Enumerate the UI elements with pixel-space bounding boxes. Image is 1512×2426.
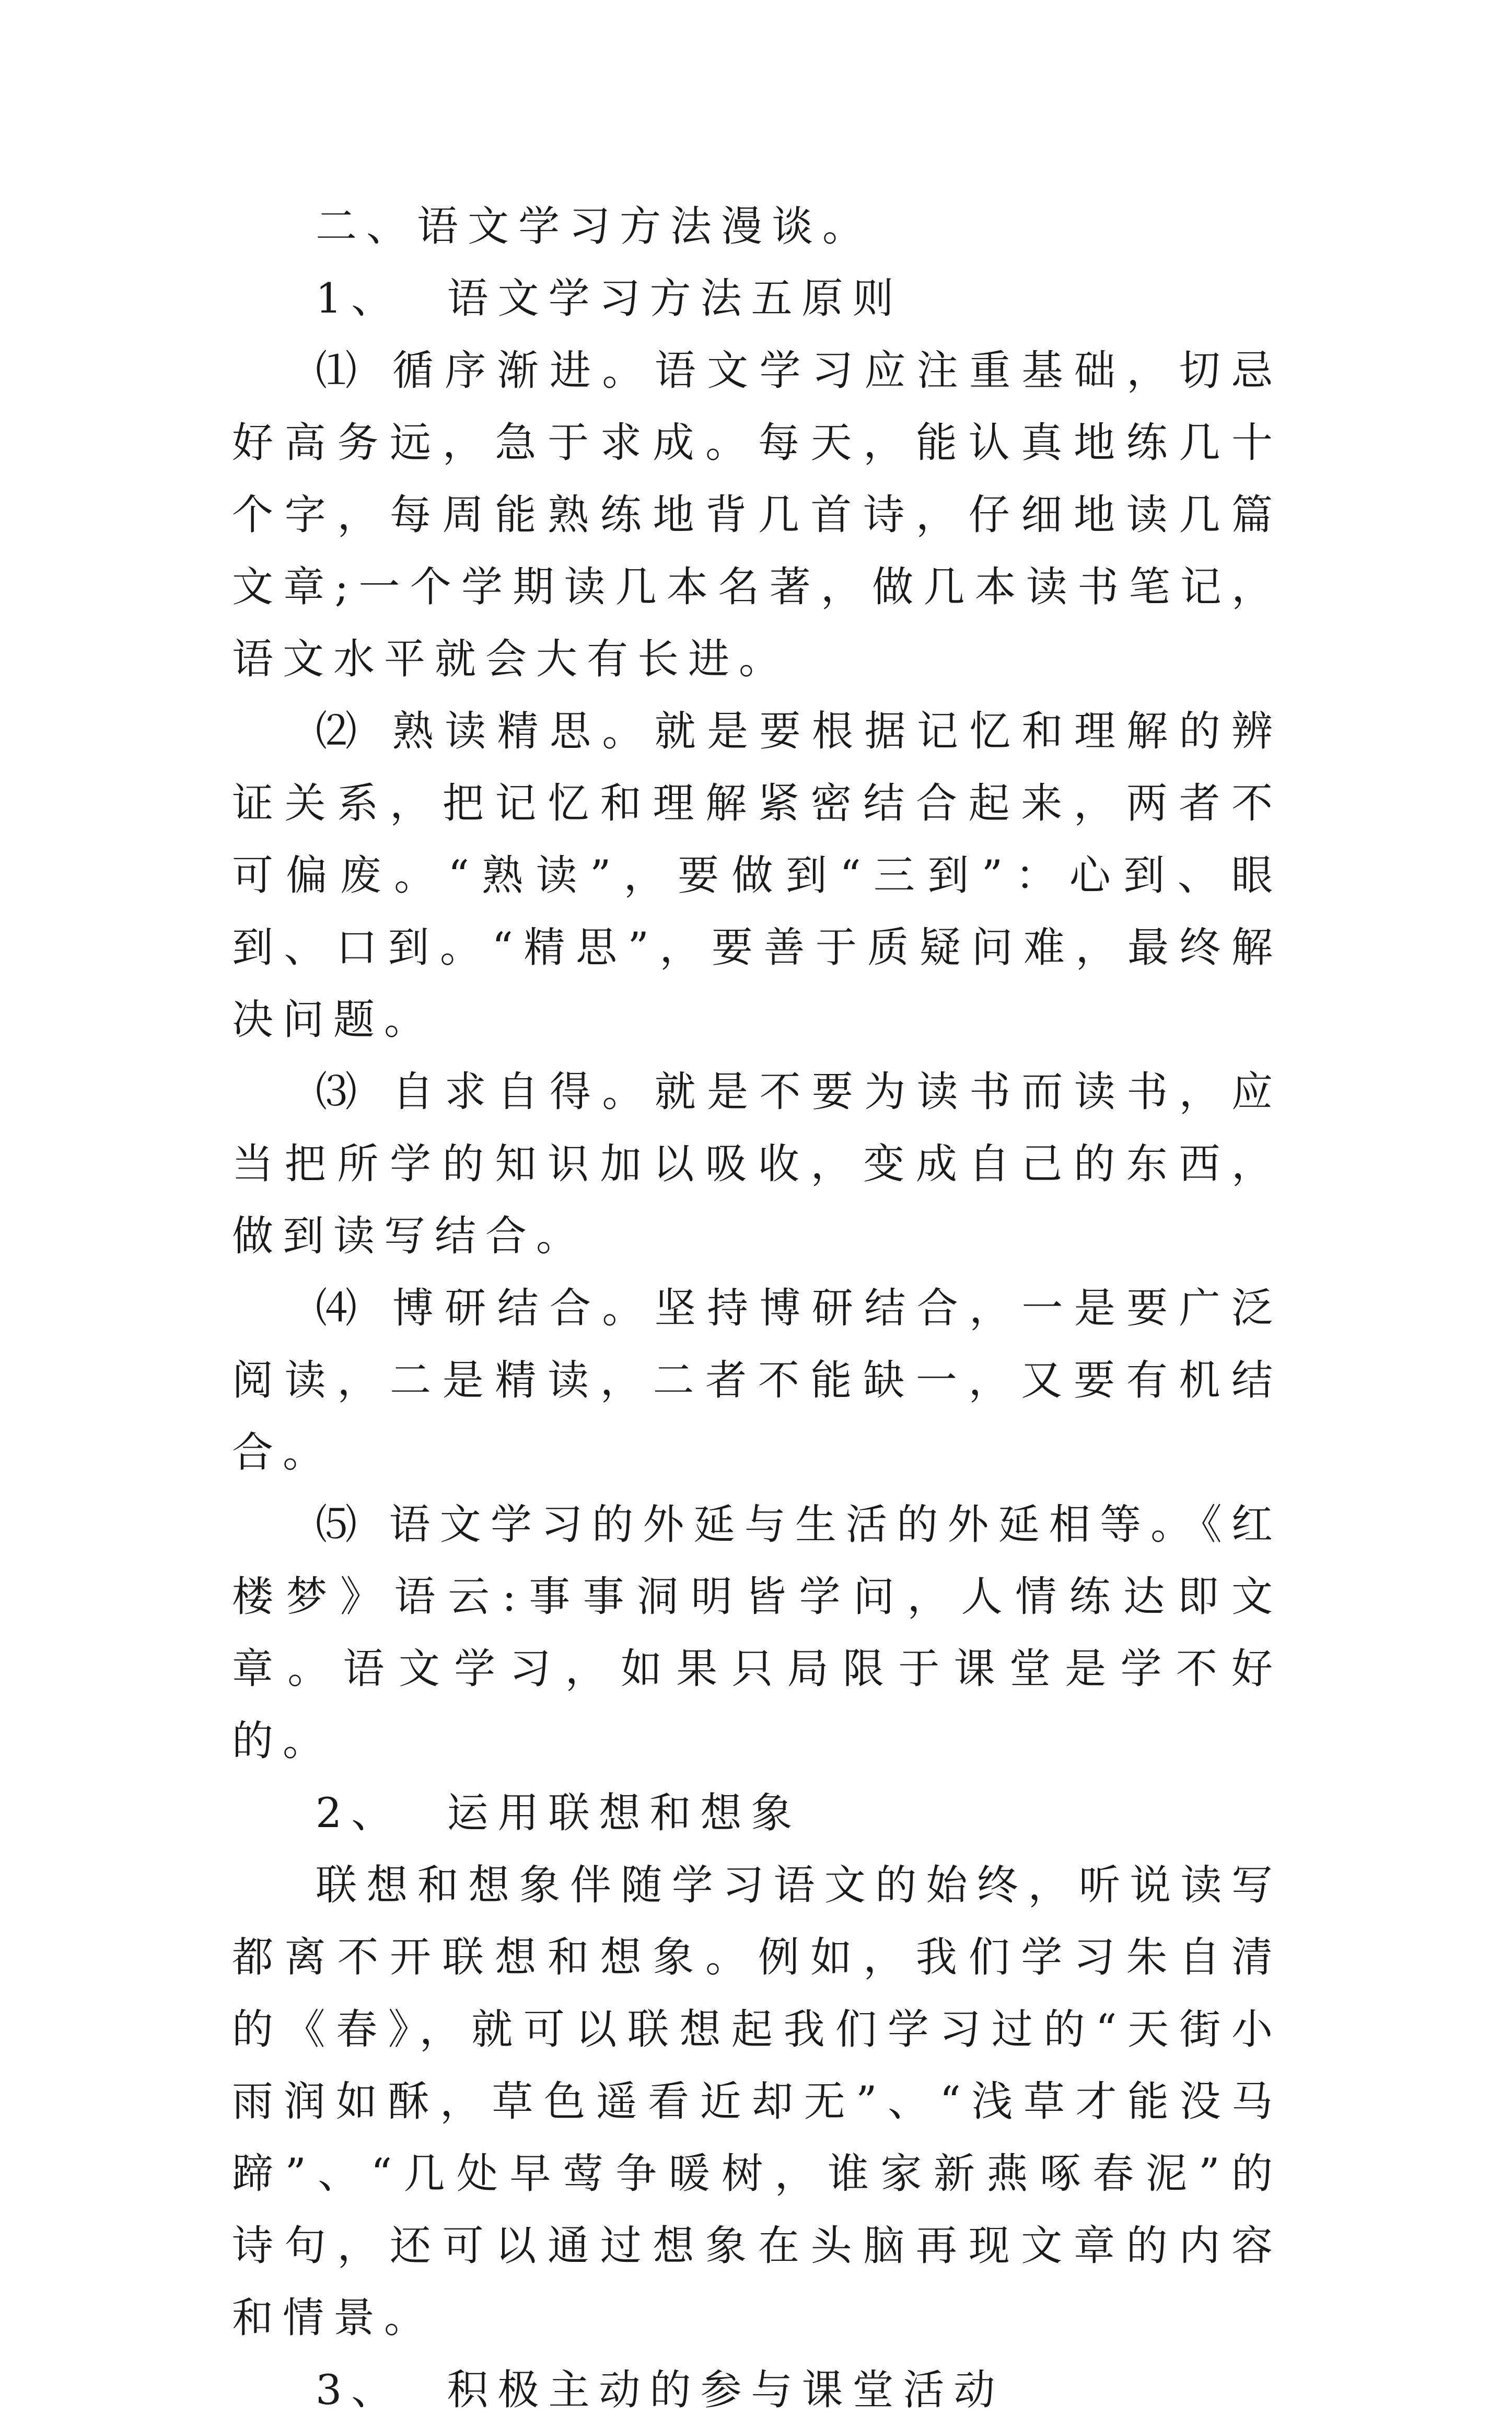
principle-life-extension: ⑸ 语文学习的外延与生活的外延相等。《红楼梦》语云:事事洞明皆学问，人情练达即文章。语文学习，如果只局限于课堂是学不好的。 xyxy=(232,1500,1282,1765)
subheading-class-participation: 3、 积极主动的参与课堂活动 xyxy=(316,2366,1005,2414)
document-body xyxy=(232,190,1282,2426)
subheading-methods-principles: 1、 语文学习方法五原则 xyxy=(316,274,903,322)
principle-step-by-step: ⑴ 循序渐进。语文学习应注重基础，切忌好高务远，急于求成。每天，能认真地练几十个字，每周能熟练地背几首诗，仔细地读几篇文章;一个学期读几本名著，做几本读书笔记，语文水平就会大有长进。 xyxy=(232,346,1282,683)
principle-read-and-think: ⑵ 熟读精思。就是要根据记忆和理解的辨证关系，把记忆和理解紧密结合起来，两者不可偏废。“熟读”，要做到“三到”：心到、眼到、口到。“精思”，要善于质疑问难，最终解决问题。 xyxy=(232,707,1282,1044)
subheading-association: 2、 运用联想和想象 xyxy=(316,1789,802,1837)
section-heading: 二、语文学习方法漫谈。 xyxy=(316,202,873,250)
association-paragraph: 联想和想象伴随学习语文的始终，听说读写都离不开联想和想象。例如，我们学习朱自清的《春》，就可以联想起我们学习过的“天街小雨润如酥，草色遥看近却无”、“浅草才能没马蹄”、“几处早莺争暖树，谁家新燕啄春泥”的诗句，还可以通过想象在头脑再现文章的内容和情景。 xyxy=(232,1861,1282,2342)
principle-broad-and-deep: ⑷ 博研结合。坚持博研结合，一是要广泛阅读，二是精读，二者不能缺一，又要有机结合。 xyxy=(232,1284,1282,1476)
principle-self-learning: ⑶ 自求自得。就是不要为读书而读书，应当把所学的知识加以吸收，变成自己的东西，做到读写结合。 xyxy=(232,1068,1282,1260)
